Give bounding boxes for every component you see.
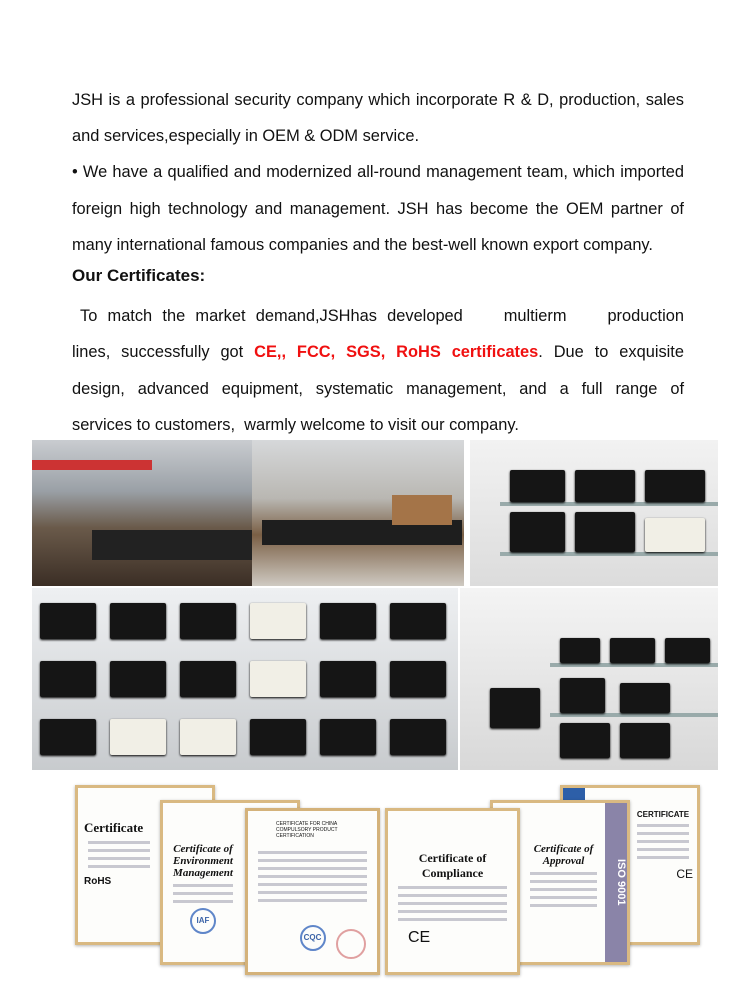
safe-unit xyxy=(250,603,306,639)
certificate-approval: Certificate of Approval ISO 9001 xyxy=(490,800,630,965)
banner xyxy=(32,460,152,470)
certificate-environment: Certificate of Environment Management IAF xyxy=(160,800,300,965)
certificate-rohs: Certificate RoHS xyxy=(75,785,215,945)
iso-9001-strip: ISO 9001 xyxy=(605,803,627,962)
safes-rack-photo xyxy=(460,588,718,770)
safe-unit xyxy=(320,661,376,697)
intro-line-1: JSH is a professional security company which incorporate R & D, production, sales xyxy=(72,91,684,109)
safe-unit xyxy=(390,661,446,697)
safe-unit xyxy=(180,661,236,697)
safe-unit xyxy=(250,661,306,697)
safe-unit xyxy=(40,603,96,639)
cert-line-4: services to customers, warmly welcome to visit our company. xyxy=(72,416,519,434)
safe-unit xyxy=(110,661,166,697)
safe-unit xyxy=(110,603,166,639)
intro-line-2: and services,especially in OEM & ODM service. xyxy=(72,127,420,145)
safe-unit xyxy=(320,603,376,639)
safe-unit xyxy=(250,719,306,755)
safes-display-photo xyxy=(32,588,458,770)
safe-unit xyxy=(40,719,96,755)
cert-line-3: design, advanced equipment, systematic management, and a full range of xyxy=(72,380,684,398)
cert-line-1: To match the market demand,JSHhas developed multierm production xyxy=(80,307,684,325)
safe-unit xyxy=(390,603,446,639)
intro-line-4: foreign high technology and management. JSH has become the OEM partner of xyxy=(72,200,684,218)
certificate-ce: CERTIFICATE CE xyxy=(560,785,700,945)
safe-unit xyxy=(180,719,236,755)
workbench xyxy=(92,530,252,560)
certificate-cqc: CERTIFICATE FOR CHINA COMPULSORY PRODUCT CERTIFICATION CQC xyxy=(245,808,380,975)
safes-shelf-photo xyxy=(470,440,718,586)
certificate-highlight: CE,, FCC, SGS, RoHS certificates xyxy=(254,343,539,361)
factory-photo-workshop xyxy=(32,440,252,586)
boxes xyxy=(392,495,452,525)
intro-line-5: many international famous companies and the best-well known export company. xyxy=(72,236,653,254)
cert-line-2: lines, successfully got CE,, FCC, SGS, RoHS certificates. Due to exquisite xyxy=(72,343,684,361)
safe-unit xyxy=(320,719,376,755)
certificates-heading: Our Certificates: xyxy=(72,266,206,285)
safe-unit xyxy=(110,719,166,755)
safe-unit xyxy=(180,603,236,639)
factory-photo-assembly xyxy=(252,440,464,586)
certificate-compliance: Certificate of Compliance CE xyxy=(385,808,520,975)
safe-unit xyxy=(390,719,446,755)
intro-line-3: • We have a qualified and modernized all-round management team, which imported xyxy=(72,163,684,181)
safe-unit xyxy=(40,661,96,697)
